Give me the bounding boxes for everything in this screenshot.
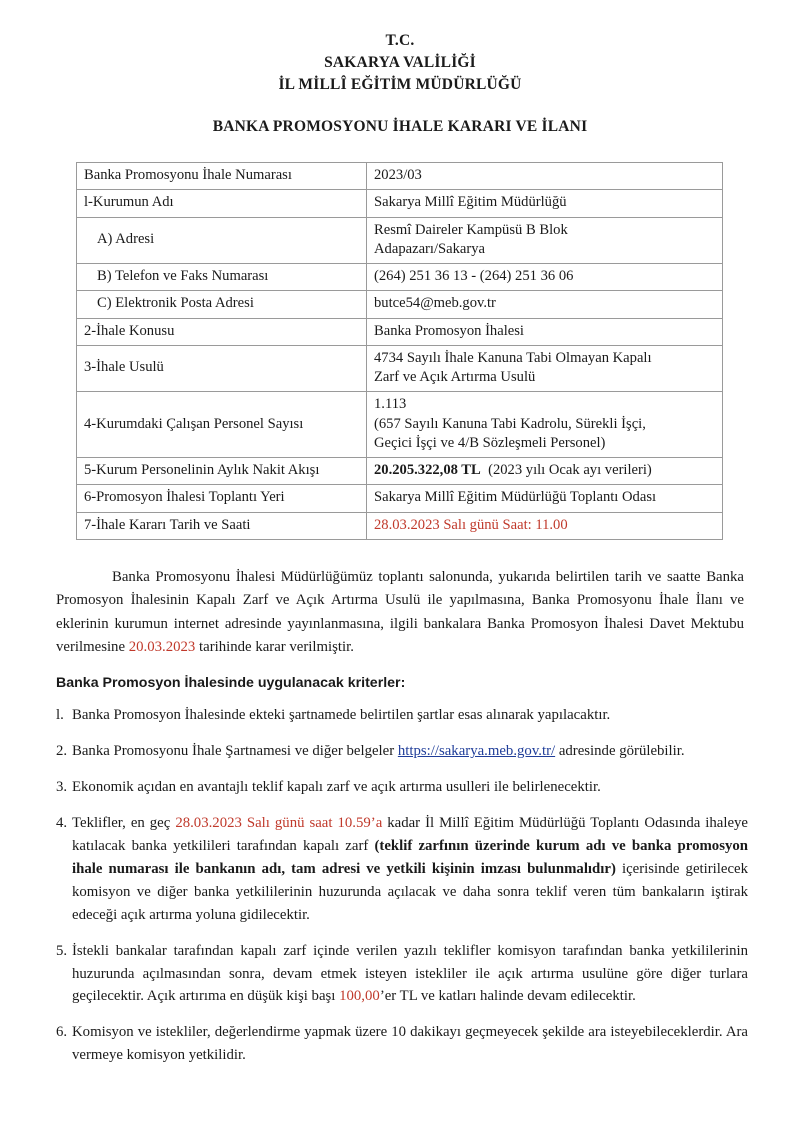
criteria-4-deadline: 28.03.2023 Salı günü saat 10.59’a (175, 815, 383, 832)
criteria-5-seg-1: İstekli bankalar tarafından kapalı zarf içinde verilen yazılı teklifler komisyon tarafından banka yetkililerinin huzurunda açılmasından sonra, devam etmek isteyen istekliler ile açık artırma usulüne göre diğer turlara geçilecektir. Açık artırıma en düşük kişi başı (72, 942, 748, 1005)
criteria-list (52, 704, 748, 1067)
table-row (77, 190, 723, 217)
list-item (52, 1021, 748, 1067)
row-value-staff-count (367, 392, 723, 458)
header-line-directorate: İL MİLLÎ EĞİTİM MÜDÜRLÜĞÜ (278, 76, 522, 93)
cash-flow-amount: 20.205.322,08 TL (374, 462, 481, 478)
table-row (77, 163, 723, 190)
list-item (52, 776, 748, 799)
intro-part-2: tarihinde karar verilmiştir. (195, 638, 354, 655)
criteria-number-4: 4. (56, 815, 68, 832)
row-label-institution-name: l-Kurumun Adı (77, 190, 367, 217)
row-label-staff-count: 4-Kurumdaki Çalışan Personel Sayısı (77, 392, 367, 458)
criteria-heading: Banka Promosyon İhalesinde uygulanacak kriterler: (56, 675, 406, 692)
criteria-number-6: 6. (56, 1024, 68, 1041)
table-row (77, 264, 723, 291)
list-item (52, 940, 748, 1009)
table-row (77, 291, 723, 318)
table-row (77, 345, 723, 392)
row-label-tender-number: Banka Promosyonu İhale Numarası (77, 163, 367, 190)
staff-count-number: 1.113 (374, 396, 407, 413)
row-label-email: C) Elektronik Posta Adresi (77, 291, 367, 318)
row-value-tender-number: 2023/03 (367, 163, 723, 190)
criteria-text-6: Komisyon ve istekliler, değerlendirme yapmak üzere 10 dakikayı geçmeyecek şekilde ara isteyebileceklerdir. Ara vermeye komisyon yetkilidir. (72, 1024, 748, 1064)
intro-paragraph (52, 566, 748, 660)
list-item (52, 704, 748, 727)
intro-part-1: Banka Promosyonu İhalesi Müdürlüğümüz toplantı salonunda, yukarıda belirtilen tarih ve saatte Banka Promosyon İhalesinin Kapalı Zarf ve Açık Artırma Usulü ile yapılmasına, Banka Promosyonu İhale İlanı ve eklerinin kurumun internet adresinde yayınlanmasına, ilgili bankalara Banka Promosyon İhalesi Davet Mektubu verilmesine (56, 568, 744, 655)
list-item (52, 812, 748, 927)
criteria-number-2: 2. (56, 743, 68, 760)
page-title: BANKA PROMOSYONU İHALE KARARI VE İLANI (212, 118, 588, 135)
criteria-4-seg-5: içerisinde getirilecek komisyon ve diğer banka yetkililerinin huzurunda açılacak ve daha sonra teklif veren tüm bankaların iştirak edeceği açık artırma yoluna gidilecektir. (72, 860, 748, 923)
criteria-number-1: l. (56, 707, 64, 724)
row-value-decision-datetime: 28.03.2023 Salı günü Saat: 11.00 (367, 512, 723, 539)
criteria-text-3: Ekonomik açıdan en avantajlı teklif kapalı zarf ve açık artırma usulleri ile belirlenecektir. (72, 779, 601, 796)
criteria-text-2 (72, 740, 748, 763)
address-line-2: Adapazarı/Sakarya (374, 240, 486, 257)
row-label-address: A) Adresi (77, 217, 367, 264)
row-value-phone-fax: (264) 251 36 13 - (264) 251 36 06 (367, 264, 723, 291)
staff-count-line-3: Geçici İşçi ve 4/B Sözleşmeli Personel) (374, 434, 606, 451)
tender-method-line-2: Zarf ve Açık Artırma Usulü (374, 369, 536, 385)
table-row (77, 217, 723, 264)
document-header (52, 30, 748, 96)
row-value-address (367, 217, 723, 264)
row-label-decision-datetime: 7-İhale Kararı Tarih ve Saati (77, 512, 367, 539)
criteria-number-5: 5. (56, 942, 68, 959)
row-value-email: butce54@meb.gov.tr (367, 291, 723, 318)
table-row (77, 392, 723, 458)
criteria-2-pre: Banka Promosyonu İhale Şartnamesi ve diğer belgeler (72, 743, 398, 760)
row-value-institution-name: Sakarya Millî Eğitim Müdürlüğü (367, 190, 723, 217)
criteria-4-seg-1: Teklifler, en geç (72, 815, 176, 832)
criteria-text-5 (72, 940, 748, 1009)
tender-info-table (76, 162, 723, 540)
row-value-tender-subject: Banka Promosyon İhalesi (367, 318, 723, 345)
intro-decision-date: 20.03.2023 (128, 638, 196, 655)
table-row (77, 512, 723, 539)
row-value-meeting-place: Sakarya Millî Eğitim Müdürlüğü Toplantı Odası (367, 485, 723, 512)
row-label-phone-fax: B) Telefon ve Faks Numarası (77, 264, 367, 291)
row-label-tender-method: 3-İhale Usulü (77, 345, 367, 392)
row-label-meeting-place: 6-Promosyon İhalesi Toplantı Yeri (77, 485, 367, 512)
staff-count-line-2: (657 Sayılı Kanuna Tabi Kadrolu, Sürekli İşçi, (374, 415, 646, 432)
criteria-text-1: Banka Promosyon İhalesinde ekteki şartnamede belirtilen şartlar esas alınarak yapılacaktır. (72, 707, 611, 724)
address-line-1: Resmî Daireler Kampüsü B Blok (374, 221, 568, 238)
row-label-tender-subject: 2-İhale Konusu (77, 318, 367, 345)
header-line-governorship: SAKARYA VALİLİĞİ (324, 54, 476, 71)
criteria-4-seg-3: kadar İl Millî Eğitim Müdürlüğü Toplantı Odasında ihaleye katılacak banka yetkilileri tarafından kapalı zarf (72, 815, 748, 854)
cash-flow-note: (2023 yılı Ocak ayı verileri) (488, 462, 652, 478)
criteria-4-envelope-requirements: (teklif zarfının üzerinde kurum adı ve banka promosyon ihale numarası ile bankanın adı, tam adresi ve yetkili kişinin imzası bulunmalıdır) (72, 837, 748, 877)
header-line-tc: T.C. (385, 32, 415, 49)
criteria-5-seg-3: ’er TL ve katları halinde devam edilecektir. (379, 988, 636, 1005)
row-label-monthly-cash-flow: 5-Kurum Personelinin Aylık Nakit Akışı (77, 458, 367, 485)
criteria-2-post: adresinde görülebilir. (555, 743, 685, 760)
criteria-number-3: 3. (56, 779, 68, 796)
table-row (77, 458, 723, 485)
specification-url-link[interactable]: https://sakarya.meb.gov.tr/ (397, 743, 556, 760)
row-value-tender-method (367, 345, 723, 392)
tender-method-line-1: 4734 Sayılı İhale Kanuna Tabi Olmayan Kapalı (374, 349, 652, 366)
list-item (52, 740, 748, 763)
table-row (77, 485, 723, 512)
row-value-monthly-cash-flow (367, 458, 723, 485)
criteria-5-min-increment: 100,00 (339, 988, 380, 1005)
criteria-text-4 (72, 812, 748, 927)
table-row (77, 318, 723, 345)
